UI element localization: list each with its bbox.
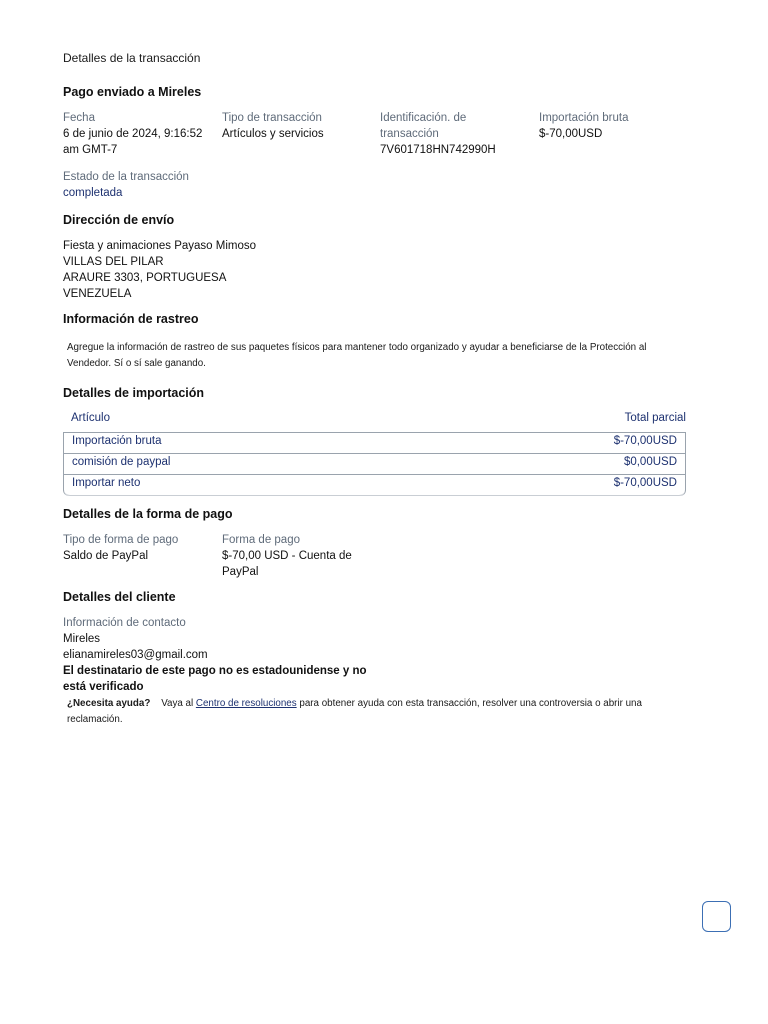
shipping-address-line: VENEZUELA: [63, 288, 132, 300]
transaction-status-field: [63, 169, 263, 201]
gross-amount-field: [539, 110, 686, 142]
funding-method-field: [222, 532, 362, 580]
recipient-warning: El destinatario de este pago no es estadounidense y no está verificado: [63, 665, 367, 693]
funding-type-value: Saldo de PayPal: [63, 550, 149, 562]
date-label: Fecha: [63, 112, 95, 124]
chat-button[interactable]: [702, 901, 731, 932]
contact-info-label: Información de contacto: [63, 617, 186, 629]
shipping-title: Dirección de envío: [63, 213, 175, 227]
table-row: [64, 475, 685, 496]
funding-type-field: [63, 532, 213, 564]
customer-email: elianamireles03@gmail.com: [63, 649, 208, 661]
funding-method-value: $-70,00 USD - Cuenta de PayPal: [222, 550, 352, 578]
funding-method-label: Forma de pago: [222, 534, 300, 546]
resolution-center-link[interactable]: Centro de resoluciones: [195, 698, 297, 709]
date-field: [63, 110, 213, 158]
amount-details-title: Detalles de importación: [63, 386, 205, 400]
shipping-address-line: VILLAS DEL PILAR: [63, 256, 164, 268]
transaction-type-label: Tipo de transacción: [222, 112, 322, 124]
row-label: comisión de paypal: [72, 456, 171, 468]
gross-amount-value: $-70,00USD: [539, 128, 603, 140]
transaction-id-field: [380, 110, 520, 158]
shipping-address-line: Fiesta y animaciones Payaso Mimoso: [63, 240, 257, 252]
help-text: [67, 696, 677, 728]
customer-name: Mireles: [63, 633, 101, 645]
column-header-subtotal: Total parcial: [624, 412, 686, 424]
row-value: $-70,00USD: [613, 435, 677, 447]
document-title: Detalles de la transacción: [63, 51, 201, 65]
funding-type-label: Tipo de forma de pago: [63, 534, 179, 546]
row-label: Importación bruta: [72, 435, 162, 447]
table-row: [64, 433, 685, 454]
customer-title: Detalles del cliente: [63, 590, 176, 604]
row-label: Importar neto: [72, 477, 141, 489]
column-header-item: Artículo: [71, 412, 110, 424]
customer-info: [63, 615, 383, 695]
shipping-address-line: ARAURE 3303, PORTUGUESA: [63, 272, 227, 284]
help-prefix: Vaya al: [161, 698, 194, 709]
payment-title: Pago enviado a Mireles: [63, 85, 202, 99]
amount-table: [63, 432, 686, 496]
row-value: $-70,00USD: [613, 477, 677, 489]
gross-amount-label: Importación bruta: [539, 112, 629, 124]
row-value: $0,00USD: [623, 456, 677, 468]
tracking-title: Información de rastreo: [63, 312, 199, 326]
help-suffix: para obtener ayuda con esta transacción, resolver una controversia o abrir una reclamación.: [67, 698, 642, 725]
tracking-text: Agregue la información de rastreo de sus paquetes físicos para mantener todo organizado y ayudar a beneficiarse de la Protección al Vendedor. Sí o sí sale ganando.: [67, 342, 647, 369]
funding-title: Detalles de la forma de pago: [63, 507, 233, 521]
table-row: [64, 454, 685, 475]
transaction-status-value: completada: [63, 187, 123, 199]
date-value: 6 de junio de 2024, 9:16:52 am GMT-7: [63, 128, 203, 156]
transaction-status-label: Estado de la transacción: [63, 171, 189, 183]
amount-table-header: [63, 410, 686, 430]
transaction-id-label: Identificación. de transacción: [380, 112, 467, 140]
transaction-type-field: [222, 110, 372, 142]
shipping-address: [63, 238, 256, 302]
transaction-id-value: 7V601718HN742990H: [380, 144, 496, 156]
help-question: ¿Necesita ayuda?: [67, 698, 151, 709]
transaction-type-value: Artículos y servicios: [222, 128, 324, 140]
